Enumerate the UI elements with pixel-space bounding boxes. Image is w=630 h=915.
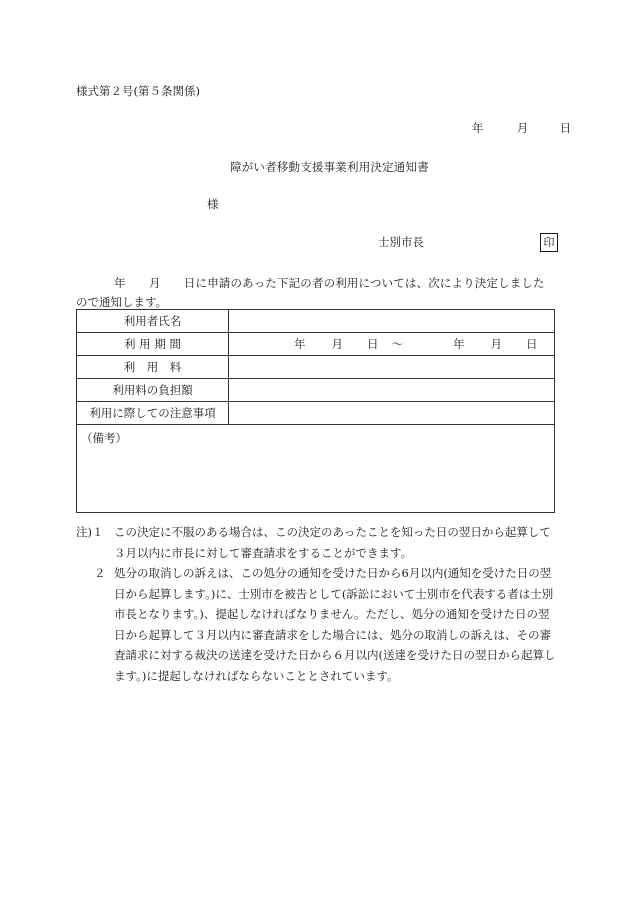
period-tilde: 〜 xyxy=(391,337,403,351)
row-label-user-name: 利用者氏名 xyxy=(77,310,229,333)
table-row xyxy=(77,333,555,356)
row-label-fee: 利 用 料 xyxy=(77,356,229,379)
notes-value xyxy=(229,402,555,425)
addressee-suffix: 様 xyxy=(207,197,219,211)
table-row xyxy=(77,356,555,379)
burden-value xyxy=(229,379,555,402)
period-start-day: 日 xyxy=(367,337,379,351)
intro-paragraph xyxy=(76,274,560,312)
date-year: 年 xyxy=(472,121,484,135)
table-row xyxy=(77,402,555,425)
row-label-notes: 利用に際しての注意事項 xyxy=(77,402,229,425)
form-number-label: 様式第２号(第５条関係) xyxy=(76,84,200,98)
table-row xyxy=(77,310,555,333)
user-name-value xyxy=(229,310,555,333)
issuer-name: 士別市長 xyxy=(378,235,424,249)
footnote-1-text: この決定に不服のある場合は、この決定のあったことを知った日の翌日から起算して３月以内に市長に対して審査請求をすることができます。 xyxy=(114,525,551,560)
remarks-cell xyxy=(77,425,555,513)
footnote-2-mark: ２ xyxy=(94,566,106,580)
table-row xyxy=(77,379,555,402)
period-start-month: 月 xyxy=(331,337,343,351)
period-end-month: 月 xyxy=(490,337,502,351)
footnotes xyxy=(76,522,560,686)
period-end-year: 年 xyxy=(453,337,465,351)
footnote-1-mark: 注)１ xyxy=(76,525,104,539)
date-month: 月 xyxy=(516,121,529,135)
period-start-year: 年 xyxy=(294,337,306,351)
footnote-1 xyxy=(76,522,560,563)
intro-line-2: ので通知します。 xyxy=(76,295,168,309)
remarks-label: （備考） xyxy=(81,431,127,445)
row-label-period: 利 用 期 間 xyxy=(77,333,229,356)
table-row xyxy=(77,425,555,513)
footnote-2 xyxy=(94,563,560,686)
seal-mark: 印 xyxy=(540,233,558,252)
footnote-2-text: 処分の取消しの訴えは、この処分の通知を受けた日から6月以内(通知を受けた日の翌日から起算します。)に、士別市を被告として(訴訟において士別市を代表する者は士別市長となります。)、提起しなければなりません。ただし、処分の通知を受けた日の翌日から起算して３月以内に審査請求をした場合には、処分の取消しの訴えは、その審査請求に対する裁決の送達を受けた日から６月以内(送達を受けた日の翌日から起算します。)に提起しなければならないこととされています。 xyxy=(114,566,556,683)
period-end-day: 日 xyxy=(526,337,538,351)
row-label-burden: 利用料の負担額 xyxy=(77,379,229,402)
period-value xyxy=(229,333,555,356)
decision-table xyxy=(76,309,555,513)
intro-line-1: 年 月 日に申請のあった下記の者の利用については、次により決定しました xyxy=(114,276,545,290)
fee-value xyxy=(229,356,555,379)
issue-date xyxy=(472,123,571,135)
date-day: 日 xyxy=(559,121,572,135)
document-title: 障がい者移動支援事業利用決定通知書 xyxy=(230,160,429,174)
